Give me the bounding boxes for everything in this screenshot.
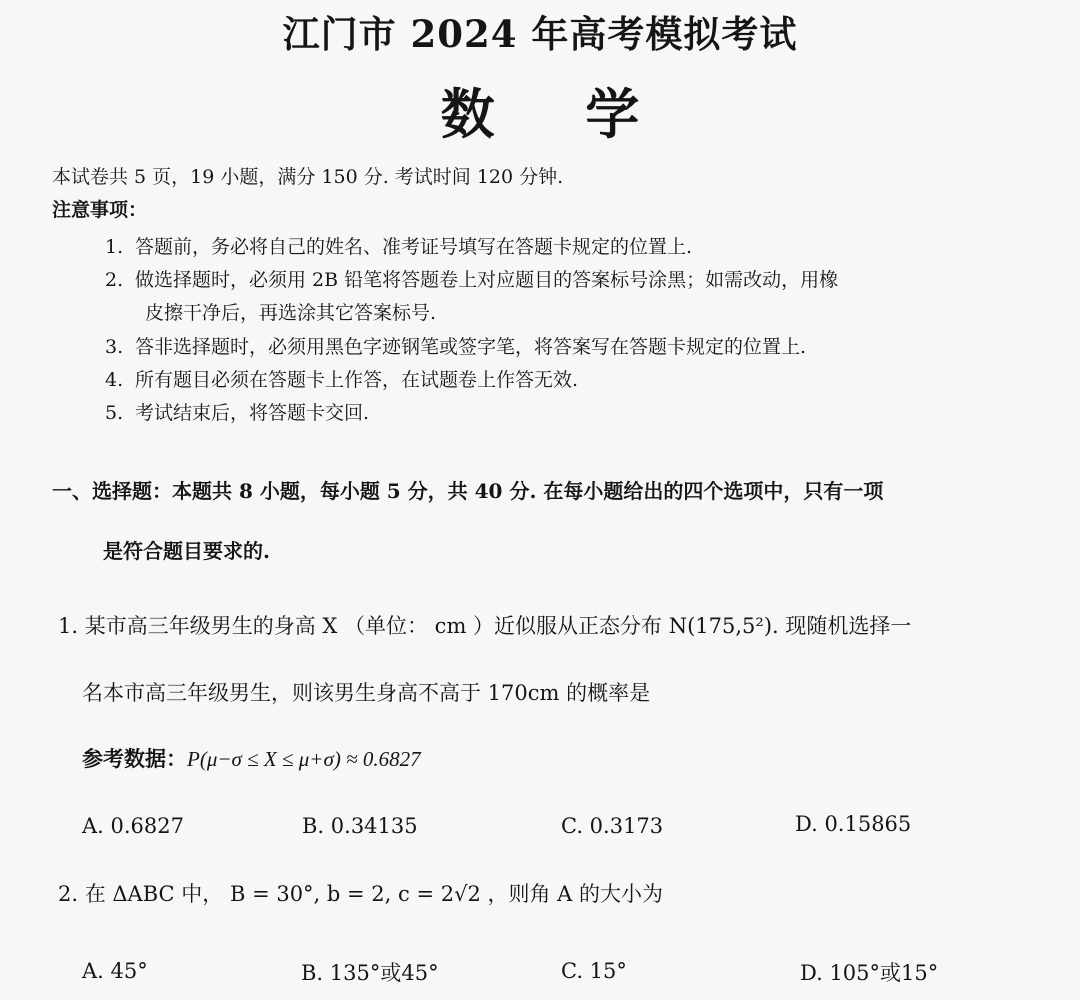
question-1-option-a: A. 0.6827	[82, 814, 184, 838]
notice-item-5	[105, 402, 369, 425]
notice-text: 所有题目必须在答题卡上作答，在试题卷上作答无效.	[135, 369, 579, 391]
exam-intro: 本试卷共 5 页，19 小题，满分 150 分. 考试时间 120 分钟.	[52, 166, 564, 188]
question-2-option-a: A. 45°	[82, 959, 148, 983]
exam-title: 江门市 2024 年高考模拟考试	[282, 12, 798, 56]
notice-heading: 注意事项：	[52, 199, 148, 221]
question-1-option-b: B. 0.34135	[302, 814, 418, 838]
reference-label: 参考数据：	[82, 746, 187, 771]
notice-number: 3.	[105, 336, 124, 358]
notice-number: 1.	[105, 236, 124, 258]
question-1-line-2: 名本市高三年级男生，则该男生身高不高于 170cm 的概率是	[82, 681, 651, 705]
question-1-option-d: D. 0.15865	[795, 812, 912, 836]
notice-item-2-continued: 皮擦干净后，再选涂其它答案标号.	[145, 302, 437, 324]
notice-item-3	[105, 336, 806, 359]
section-heading: 一、选择题：本题共 8 小题，每小题 5 分，共 40 分. 在每小题给出的四个选项中，只有一项	[52, 479, 884, 503]
notice-text: 答非选择题时，必须用黑色字迹钢笔或签字笔，将答案写在答题卡规定的位置上.	[135, 336, 807, 358]
question-1-line-1: 1. 某市高三年级男生的身高 X （单位： cm ）近似服从正态分布 N(175,5²). 现随机选择一	[58, 614, 912, 638]
notice-text: 考试结束后，将答题卡交回.	[135, 402, 370, 424]
notice-number: 2.	[105, 269, 124, 291]
notice-number: 5.	[105, 402, 124, 424]
question-1-option-c: C. 0.3173	[561, 814, 664, 838]
notice-text: 做选择题时，必须用 2B 铅笔将答题卷上对应题目的答案标号涂黑；如需改动，用橡	[135, 269, 839, 291]
question-2-option-b: B. 135°或45°	[301, 961, 439, 985]
question-2-option-d: D. 105°或15°	[800, 961, 939, 985]
reference-formula: P(μ−σ ≤ X ≤ μ+σ) ≈ 0.6827	[187, 747, 421, 771]
notice-item-1	[105, 236, 692, 259]
question-1-reference	[82, 746, 421, 772]
section-heading-continued: 是符合题目要求的.	[103, 539, 270, 563]
question-2-line-1: 2. 在 ΔABC 中， B = 30°, b = 2, c = 2√2 ，则角 A 的大小为	[58, 882, 664, 906]
subject-title: 数 学	[440, 82, 676, 146]
notice-text: 答题前，务必将自己的姓名、准考证号填写在答题卡规定的位置上.	[135, 236, 693, 258]
notice-item-2	[105, 269, 838, 292]
notice-item-4	[105, 369, 578, 392]
question-2-option-c: C. 15°	[561, 959, 627, 983]
notice-number: 4.	[105, 369, 124, 391]
